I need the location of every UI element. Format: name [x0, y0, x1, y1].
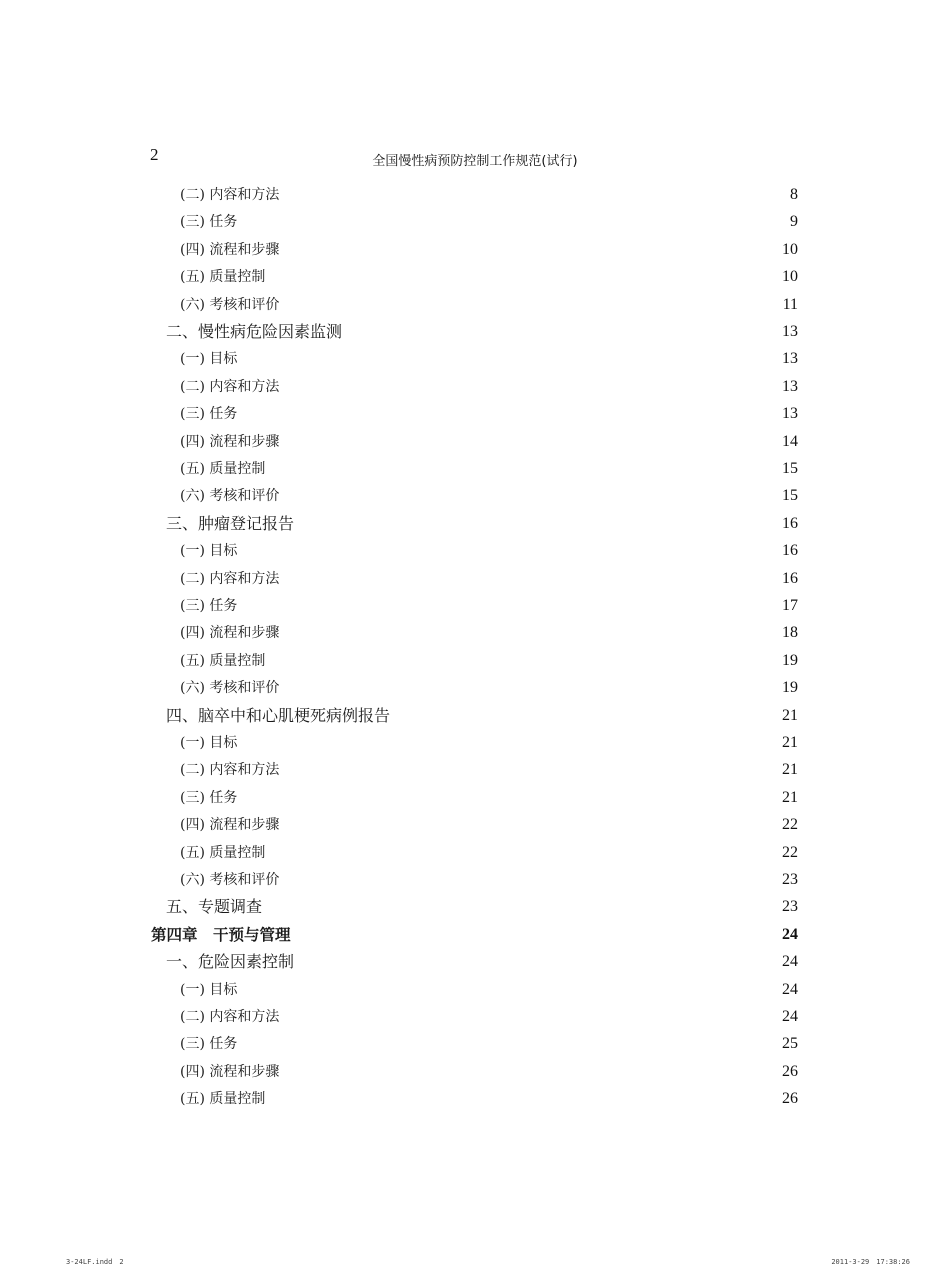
toc-subsection-entry: [180, 676, 798, 700]
toc-subsection-entry: [180, 347, 798, 371]
toc-section-entry: [166, 704, 798, 728]
toc-subsection-entry: [180, 1032, 798, 1056]
toc-entry-page: 26: [782, 1063, 798, 1080]
toc-subsection-entry: [180, 539, 798, 563]
toc-entry-page: 13: [782, 323, 798, 340]
toc-section-entry: [166, 950, 798, 974]
toc-entry-title: (六) 考核和评价: [180, 297, 280, 313]
toc-entry-title: (二) 内容和方法: [180, 379, 280, 395]
toc-entry-page: 16: [782, 515, 798, 532]
toc-subsection-entry: [180, 238, 798, 262]
toc-entry-title: (五) 质量控制: [180, 845, 266, 861]
toc-entry-title: (四) 流程和步骤: [180, 242, 280, 258]
toc-entry-title: 第四章 干预与管理: [151, 926, 291, 944]
toc-entry-title: (六) 考核和评价: [180, 488, 280, 504]
toc-entry-page: 21: [782, 761, 798, 778]
toc-entry-title: (四) 流程和步骤: [180, 434, 280, 450]
toc-entry-title: (三) 任务: [180, 1036, 238, 1052]
toc-subsection-entry: [180, 1005, 798, 1029]
toc-subsection-entry: [180, 868, 798, 892]
toc-subsection-entry: [180, 293, 798, 317]
toc-subsection-entry: [180, 430, 798, 454]
toc-section-entry: [166, 320, 798, 344]
toc-entry-page: 22: [782, 816, 798, 833]
toc-entry-title: (一) 目标: [180, 351, 238, 367]
toc-entry-title: (五) 质量控制: [180, 269, 266, 285]
toc-entry-page: 24: [782, 1008, 798, 1025]
toc-subsection-entry: [180, 786, 798, 810]
toc-entry-page: 23: [782, 871, 798, 888]
toc-entry-page: 18: [782, 624, 798, 641]
toc-subsection-entry: [180, 210, 798, 234]
toc-entry-title: (六) 考核和评价: [180, 680, 280, 696]
toc-entry-title: 一、危险因素控制: [166, 952, 295, 971]
toc-entry-page: 17: [782, 597, 798, 614]
toc-entry-title: (五) 质量控制: [180, 1091, 266, 1107]
toc-entry-page: 24: [782, 953, 798, 970]
toc-entry-title: (一) 目标: [180, 543, 238, 559]
toc-entry-title: (二) 内容和方法: [180, 762, 280, 778]
toc-subsection-entry: [180, 621, 798, 645]
toc-entry-title: (二) 内容和方法: [180, 571, 280, 587]
toc-entry-page: 16: [782, 542, 798, 559]
toc-entry-page: 23: [782, 898, 798, 915]
toc-entry-page: 26: [782, 1090, 798, 1107]
toc-entry-page: 22: [782, 844, 798, 861]
toc-entry-page: 9: [790, 213, 798, 230]
toc-subsection-entry: [180, 484, 798, 508]
toc-subsection-entry: [180, 402, 798, 426]
toc-subsection-entry: [180, 841, 798, 865]
toc-entry-page: 25: [782, 1035, 798, 1052]
toc-entry-title: (一) 目标: [180, 982, 238, 998]
toc-entry-page: 11: [782, 296, 798, 313]
toc-entry-title: 四、脑卒中和心肌梗死病例报告: [166, 706, 391, 725]
toc-entry-page: 24: [782, 926, 798, 943]
toc-subsection-entry: [180, 1087, 798, 1111]
toc-entry-title: (三) 任务: [180, 790, 238, 806]
toc-subsection-entry: [180, 1060, 798, 1084]
toc-entry-title: (三) 任务: [180, 214, 238, 230]
toc-entry-page: 21: [782, 789, 798, 806]
running-title: 全国慢性病预防控制工作规范(试行): [372, 154, 578, 169]
toc-entry-title: (五) 质量控制: [180, 461, 266, 477]
toc-entry-page: 13: [782, 405, 798, 422]
toc-subsection-entry: [180, 567, 798, 591]
toc-entry-title: (六) 考核和评价: [180, 872, 280, 888]
toc-subsection-entry: [180, 594, 798, 618]
toc-subsection-entry: [180, 978, 798, 1002]
toc-entry-page: 21: [782, 734, 798, 751]
toc-entry-page: 16: [782, 570, 798, 587]
toc-subsection-entry: [180, 183, 798, 207]
toc-entry-page: 14: [782, 433, 798, 450]
toc-entry-page: 21: [782, 707, 798, 724]
toc-entry-title: 三、肿瘤登记报告: [166, 514, 295, 533]
toc-section-entry: [166, 512, 798, 536]
toc-entry-title: (一) 目标: [180, 735, 238, 751]
toc-entry-title: (五) 质量控制: [180, 653, 266, 669]
toc-entry-title: (四) 流程和步骤: [180, 817, 280, 833]
toc-entry-page: 19: [782, 652, 798, 669]
toc-entry-title: (二) 内容和方法: [180, 187, 280, 203]
footer-timestamp: 2011-3-29 17:38:26: [831, 1258, 910, 1266]
toc-entry-title: (三) 任务: [180, 406, 238, 422]
toc-entry-title: (四) 流程和步骤: [180, 1064, 280, 1080]
toc-subsection-entry: [180, 813, 798, 837]
toc-section-entry: [166, 895, 798, 919]
toc-subsection-entry: [180, 375, 798, 399]
toc-chapter-entry: [151, 923, 798, 947]
toc-entry-page: 24: [782, 981, 798, 998]
toc-entry-page: 13: [782, 350, 798, 367]
toc-entry-page: 10: [782, 241, 798, 258]
page-number: 2: [150, 145, 159, 164]
toc-entry-page: 8: [790, 186, 798, 203]
toc-entry-title: (二) 内容和方法: [180, 1009, 280, 1025]
toc-entry-page: 19: [782, 679, 798, 696]
toc-entry-page: 15: [782, 487, 798, 504]
toc-entry-page: 10: [782, 268, 798, 285]
toc-subsection-entry: [180, 649, 798, 673]
toc-entry-title: 五、专题调查: [166, 897, 263, 916]
toc-subsection-entry: [180, 457, 798, 481]
toc-subsection-entry: [180, 731, 798, 755]
toc-entry-title: (三) 任务: [180, 598, 238, 614]
toc-entry-title: 二、慢性病危险因素监测: [166, 322, 343, 341]
toc-entry-page: 15: [782, 460, 798, 477]
toc-subsection-entry: [180, 265, 798, 289]
toc-entry-page: 13: [782, 378, 798, 395]
footer-file-info: 3-24LF.indd 2: [66, 1258, 124, 1266]
toc-subsection-entry: [180, 758, 798, 782]
toc-entry-title: (四) 流程和步骤: [180, 625, 280, 641]
